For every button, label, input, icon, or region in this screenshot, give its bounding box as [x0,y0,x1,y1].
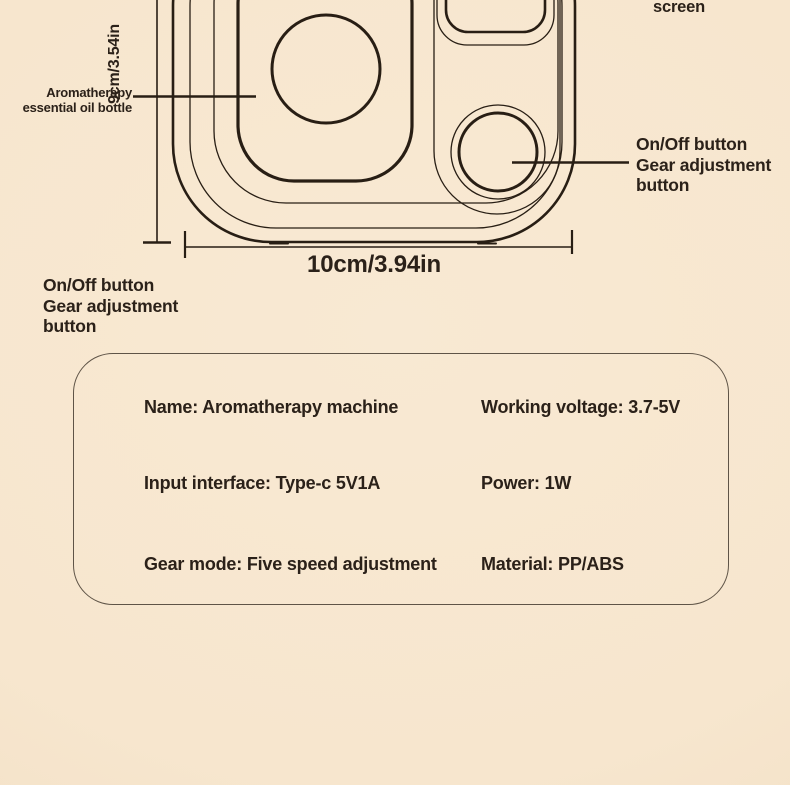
height-dimension-value: 9cm/3.54in [106,24,123,104]
screen [446,0,545,32]
spec-input-interface: Input interface: Type-c 5V1A [144,473,381,493]
bottom-button-label-line2: Gear adjustment [43,295,179,316]
bottle-label-line1: Aromatherapy [46,85,132,100]
bottom-button-label-line1: On/Off button [43,275,155,295]
spec-working-voltage: Working voltage: 3.7-5V [481,397,681,417]
side-button-label-line1: On/Off button [636,134,748,154]
width-dimension-value: 10cm/3.94in [307,251,441,278]
bottle-compartment [238,0,412,181]
spec-material: Material: PP/ABS [481,554,624,574]
device-outer-rim [173,0,575,242]
spec-gear-mode: Gear mode: Five speed adjustment [144,554,437,574]
button-outer-ring [451,105,545,199]
spec-power: Power: 1W [481,473,572,493]
spec-table [73,353,729,605]
screen-label: screen [653,0,706,16]
oil-bottle [272,15,380,123]
side-button-label [636,134,771,196]
bottom-button-label-line3: button [43,316,97,336]
bottom-button-label [43,275,178,337]
spec-name: Name: Aromatherapy machine [144,397,399,417]
screen-outer-outline [437,0,554,45]
bottle-label-line2: essential oil bottle [22,99,132,115]
side-button-label-line2: Gear adjustment [636,154,772,175]
on-off-button [459,113,537,191]
side-button-label-line3: button [636,175,690,195]
